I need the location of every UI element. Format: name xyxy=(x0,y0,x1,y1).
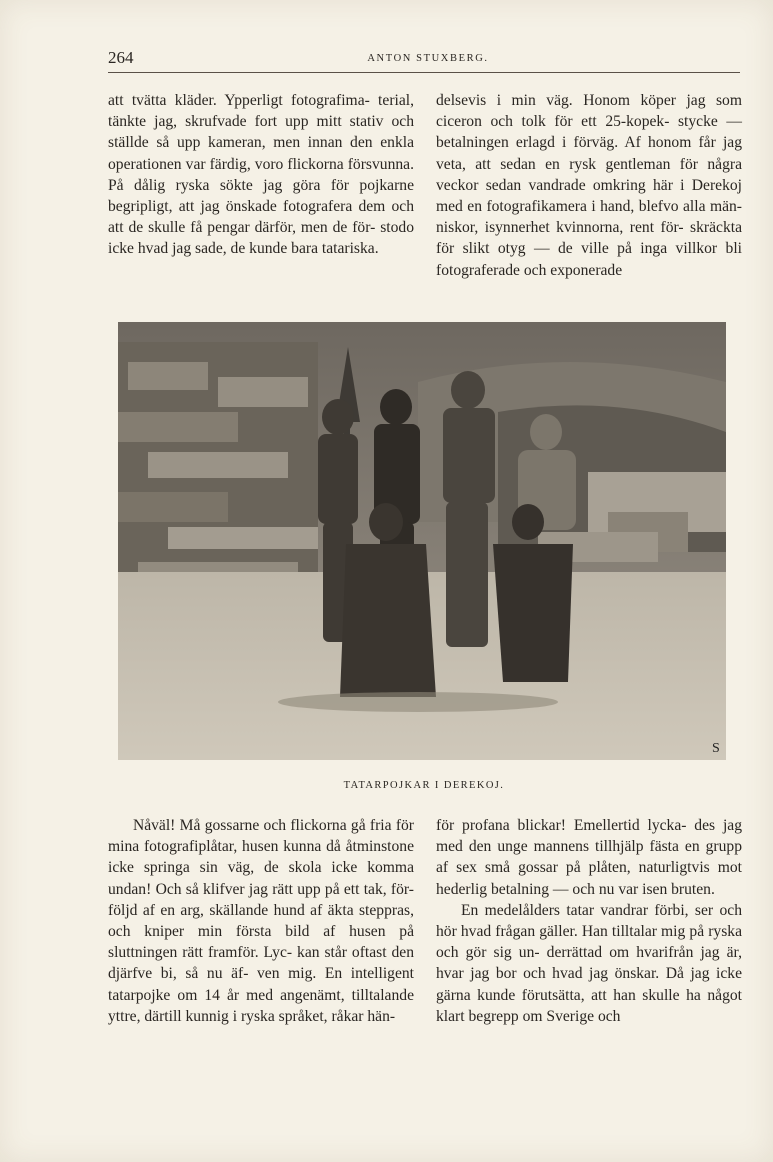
photograph-tatar-boys xyxy=(118,322,726,760)
running-head: ANTON STUXBERG. xyxy=(367,53,489,64)
header-rule xyxy=(108,72,740,73)
paragraph: delsevis i min väg. Honom köper jag som ciceron och tolk för ett 25-kopek- stycke — betalningen erlagd i förväg. Af honom får jag veta, att sedan en rysk gentleman för några veckor sedan vandrade omkring här i Derekoj med en fotografikamera i hand, blefvo alla män- niskor, isynnerhet kvinnorna, rent för- skräckta för slikt otyg — de ville på inga villkor bli fotograferade och exponerade xyxy=(436,92,742,279)
photo-caption: TATARPOJKAR I DEREKOJ. xyxy=(343,780,505,791)
paragraph: för profana blickar! Emellertid lycka- des jag med den unge mannens tillhjälp fästa en grupp af sex små gossar på plåten, naturligtvis mot hederlig betalning — och nu var isen bruten. xyxy=(436,817,742,898)
text-column-top-right xyxy=(436,90,742,281)
paragraph: att tvätta kläder. Ypperligt fotografima- terial, tänkte jag, skrufvade fort upp mitt stativ och ställde så upp kameran, men innan den enkla operationen var färdig, voro flickorna försvunna. På dålig ryska sökte jag göra för pojkarne begripligt, att jag önskade fotografera dem och att de skulle få pengar därför, men de för- stodo icke hvad jag sade, de kunde bara tatariska. xyxy=(108,92,414,258)
text-column-bottom-right xyxy=(436,815,742,1027)
paragraph: En medelålders tatar vandrar förbi, ser och hör hvad frågan gäller. Han tilltalar mig på ryska och gör sig un- derrättad om hvarifrån jag är, hvar jag bor och hvad jag önskar. Då jag icke gärna kunde förutsätta, att han skulle ha något klart begrepp om Sverige och xyxy=(436,901,742,1025)
text-column-bottom-left xyxy=(108,815,414,1027)
photographer-mark: S xyxy=(712,741,720,756)
page-number: 264 xyxy=(108,48,134,67)
page-header xyxy=(108,48,748,70)
text-column-top-left xyxy=(108,90,414,260)
photo-illustration xyxy=(118,322,726,760)
paragraph: Nåväl! Må gossarne och flickorna gå fria för mina fotografiplåtar, husen kunna då åtminstone icke springa sin väg, de skola icke komma undan! Och så klifver jag rätt upp på ett tak, för- följd af en arg, skällande hund af äkta steppras, och kniper min första bild af husen på sluttningen rätt framför. Lyc- kan står oftast den djärfve bi, så nu äf- ven mig. En intelligent tatarpojke om 14 år med angenämt, tilltalande yttre, därtill kunnig i ryska språket, råkar hän- xyxy=(108,817,414,1025)
